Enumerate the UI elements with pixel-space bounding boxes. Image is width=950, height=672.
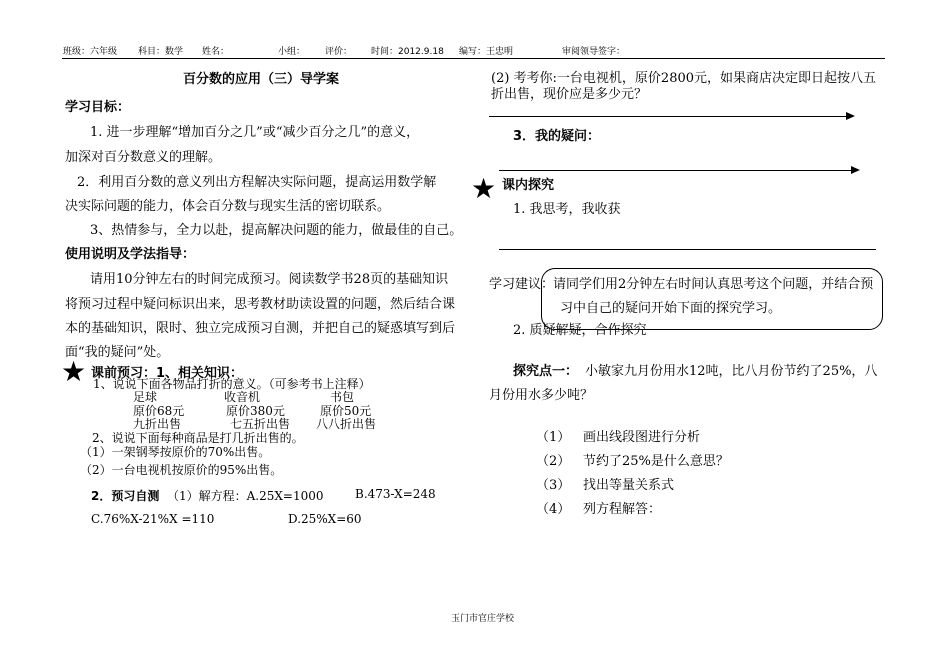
- selftest-D: D.25%X=60: [288, 512, 362, 526]
- preview-q2a: （1）一架钢琴按原价的70%出售。: [80, 445, 271, 459]
- arrow-right-icon: [846, 112, 855, 120]
- point-line-2: 月份用水多少吨？: [489, 388, 594, 403]
- header-group: 小组：: [278, 47, 306, 57]
- footer-school: 玉门市官庄学校: [451, 614, 515, 624]
- header-time: 时间：2012.9.18: [371, 47, 444, 57]
- goal-2-line-1: 2．利用百分数的意义列出方程解决实际问题，提高运用数学解: [77, 175, 437, 190]
- guide-heading: 使用说明及学法指导：: [65, 247, 196, 262]
- answer-line-2: [499, 170, 851, 171]
- header-author: 编写：王忠明: [459, 47, 514, 57]
- header-reviewer: 审阅领导签字：: [562, 47, 626, 57]
- answer-line-1: [489, 116, 846, 117]
- class-heading: 课内探究: [502, 178, 555, 193]
- discount-football: 九折出售: [133, 417, 182, 431]
- goal-3: 3、热情参与，全力以赴，提高解决问题的能力，做最佳的自己。: [90, 223, 463, 238]
- header-subject: 科目：数学: [138, 47, 184, 57]
- selftest-heading: 2．预习自测: [91, 489, 160, 503]
- doubt-heading: 3．我的疑问：: [513, 129, 601, 144]
- advice-line-1: 请同学们用2分钟左右时间认真思考这个问题，并结合预: [553, 277, 874, 292]
- step-3: 找出等量关系式: [583, 478, 675, 493]
- item-radio: 收音机: [224, 390, 261, 404]
- selftest-A: （1）解方程：A.25X=1000: [167, 489, 324, 503]
- goals-heading: 学习目标：: [65, 100, 131, 115]
- step-1: 画出线段图进行分析: [583, 430, 701, 445]
- point-line-1: 小敏家九月份用水12吨，比八月份节约了25%，八: [585, 364, 878, 379]
- step-2: 节约了25%是什么意思？: [583, 454, 729, 469]
- discount-radio: 七五折出售: [230, 417, 291, 431]
- guide-line-4: 面“我的疑问”处。: [65, 345, 170, 360]
- preview-heading: 课前预习：1、相关知识：: [91, 366, 244, 381]
- guide-line-2: 将预习过程中疑问标识出来，思考教材助读设置的问题，然后结合课: [65, 297, 456, 312]
- preview-q2: 2、说说下面每种商品是打几折出售的。: [92, 431, 304, 445]
- star-icon: ★: [471, 172, 497, 205]
- advice-line-2: 习中自己的疑问开始下面的探究学习。: [560, 301, 782, 316]
- page-title: 百分数的应用（三）导学案: [183, 72, 340, 87]
- discount-bag: 八八折出售: [316, 417, 377, 431]
- goal-1-line-1: 1. 进一步理解“增加百分之几”或“减少百分之几”的意义，: [90, 125, 420, 140]
- arrow-right-icon: [851, 166, 860, 174]
- guide-line-1: 请用10分钟左右的时间完成预习。阅读数学书28页的基础知识: [90, 272, 449, 287]
- step-4-number: （4）: [536, 502, 571, 517]
- step-1-number: （1）: [536, 430, 571, 445]
- advice-label: 学习建议：: [489, 277, 555, 292]
- price-football: 原价68元: [133, 404, 185, 418]
- goal-2-line-2: 决实际问题的能力，体会百分数与现实生活的密切联系。: [65, 199, 391, 214]
- inquiry-line: 2. 质疑解疑，合作探究: [513, 323, 647, 338]
- point-label: 探究点一：: [513, 364, 579, 379]
- selftest-C: C.76%X-21%X =110: [91, 512, 215, 526]
- header-class: 班级：六年级: [63, 47, 118, 57]
- answer-line-3: [499, 249, 876, 250]
- header-divider: [62, 58, 885, 59]
- selftest-B: B.473-X=248: [355, 487, 436, 501]
- preview-q2b: （2）一台电视机按原价的95%出售。: [80, 463, 283, 477]
- exam-line-1: (2) 考考你:一台电视机，原价2800元，如果商店决定即日起按八五: [491, 71, 877, 86]
- header-eval: 评价：: [325, 47, 353, 57]
- guide-line-3: 本的基础知识，限时、独立完成预习自测，并把自己的疑惑填写到后: [65, 321, 456, 336]
- preview-q1: 1、说说下面各物品打折的意义。（可参考书上注释）: [93, 377, 371, 391]
- step-3-number: （3）: [536, 478, 571, 493]
- exam-line-2: 折出售，现价应是多少元？: [491, 87, 648, 102]
- item-football: 足球: [133, 390, 158, 404]
- think-line: 1. 我思考，我收获: [513, 202, 621, 217]
- step-2-number: （2）: [536, 454, 571, 469]
- price-radio: 原价380元: [226, 404, 285, 418]
- price-bag: 原价50元: [320, 404, 372, 418]
- star-icon: ★: [61, 355, 87, 388]
- step-4: 列方程解答：: [583, 502, 662, 517]
- goal-1-line-2: 加深对百分数意义的理解。: [65, 150, 222, 165]
- item-bag: 书包: [330, 390, 355, 404]
- header-name: 姓名：: [202, 47, 230, 57]
